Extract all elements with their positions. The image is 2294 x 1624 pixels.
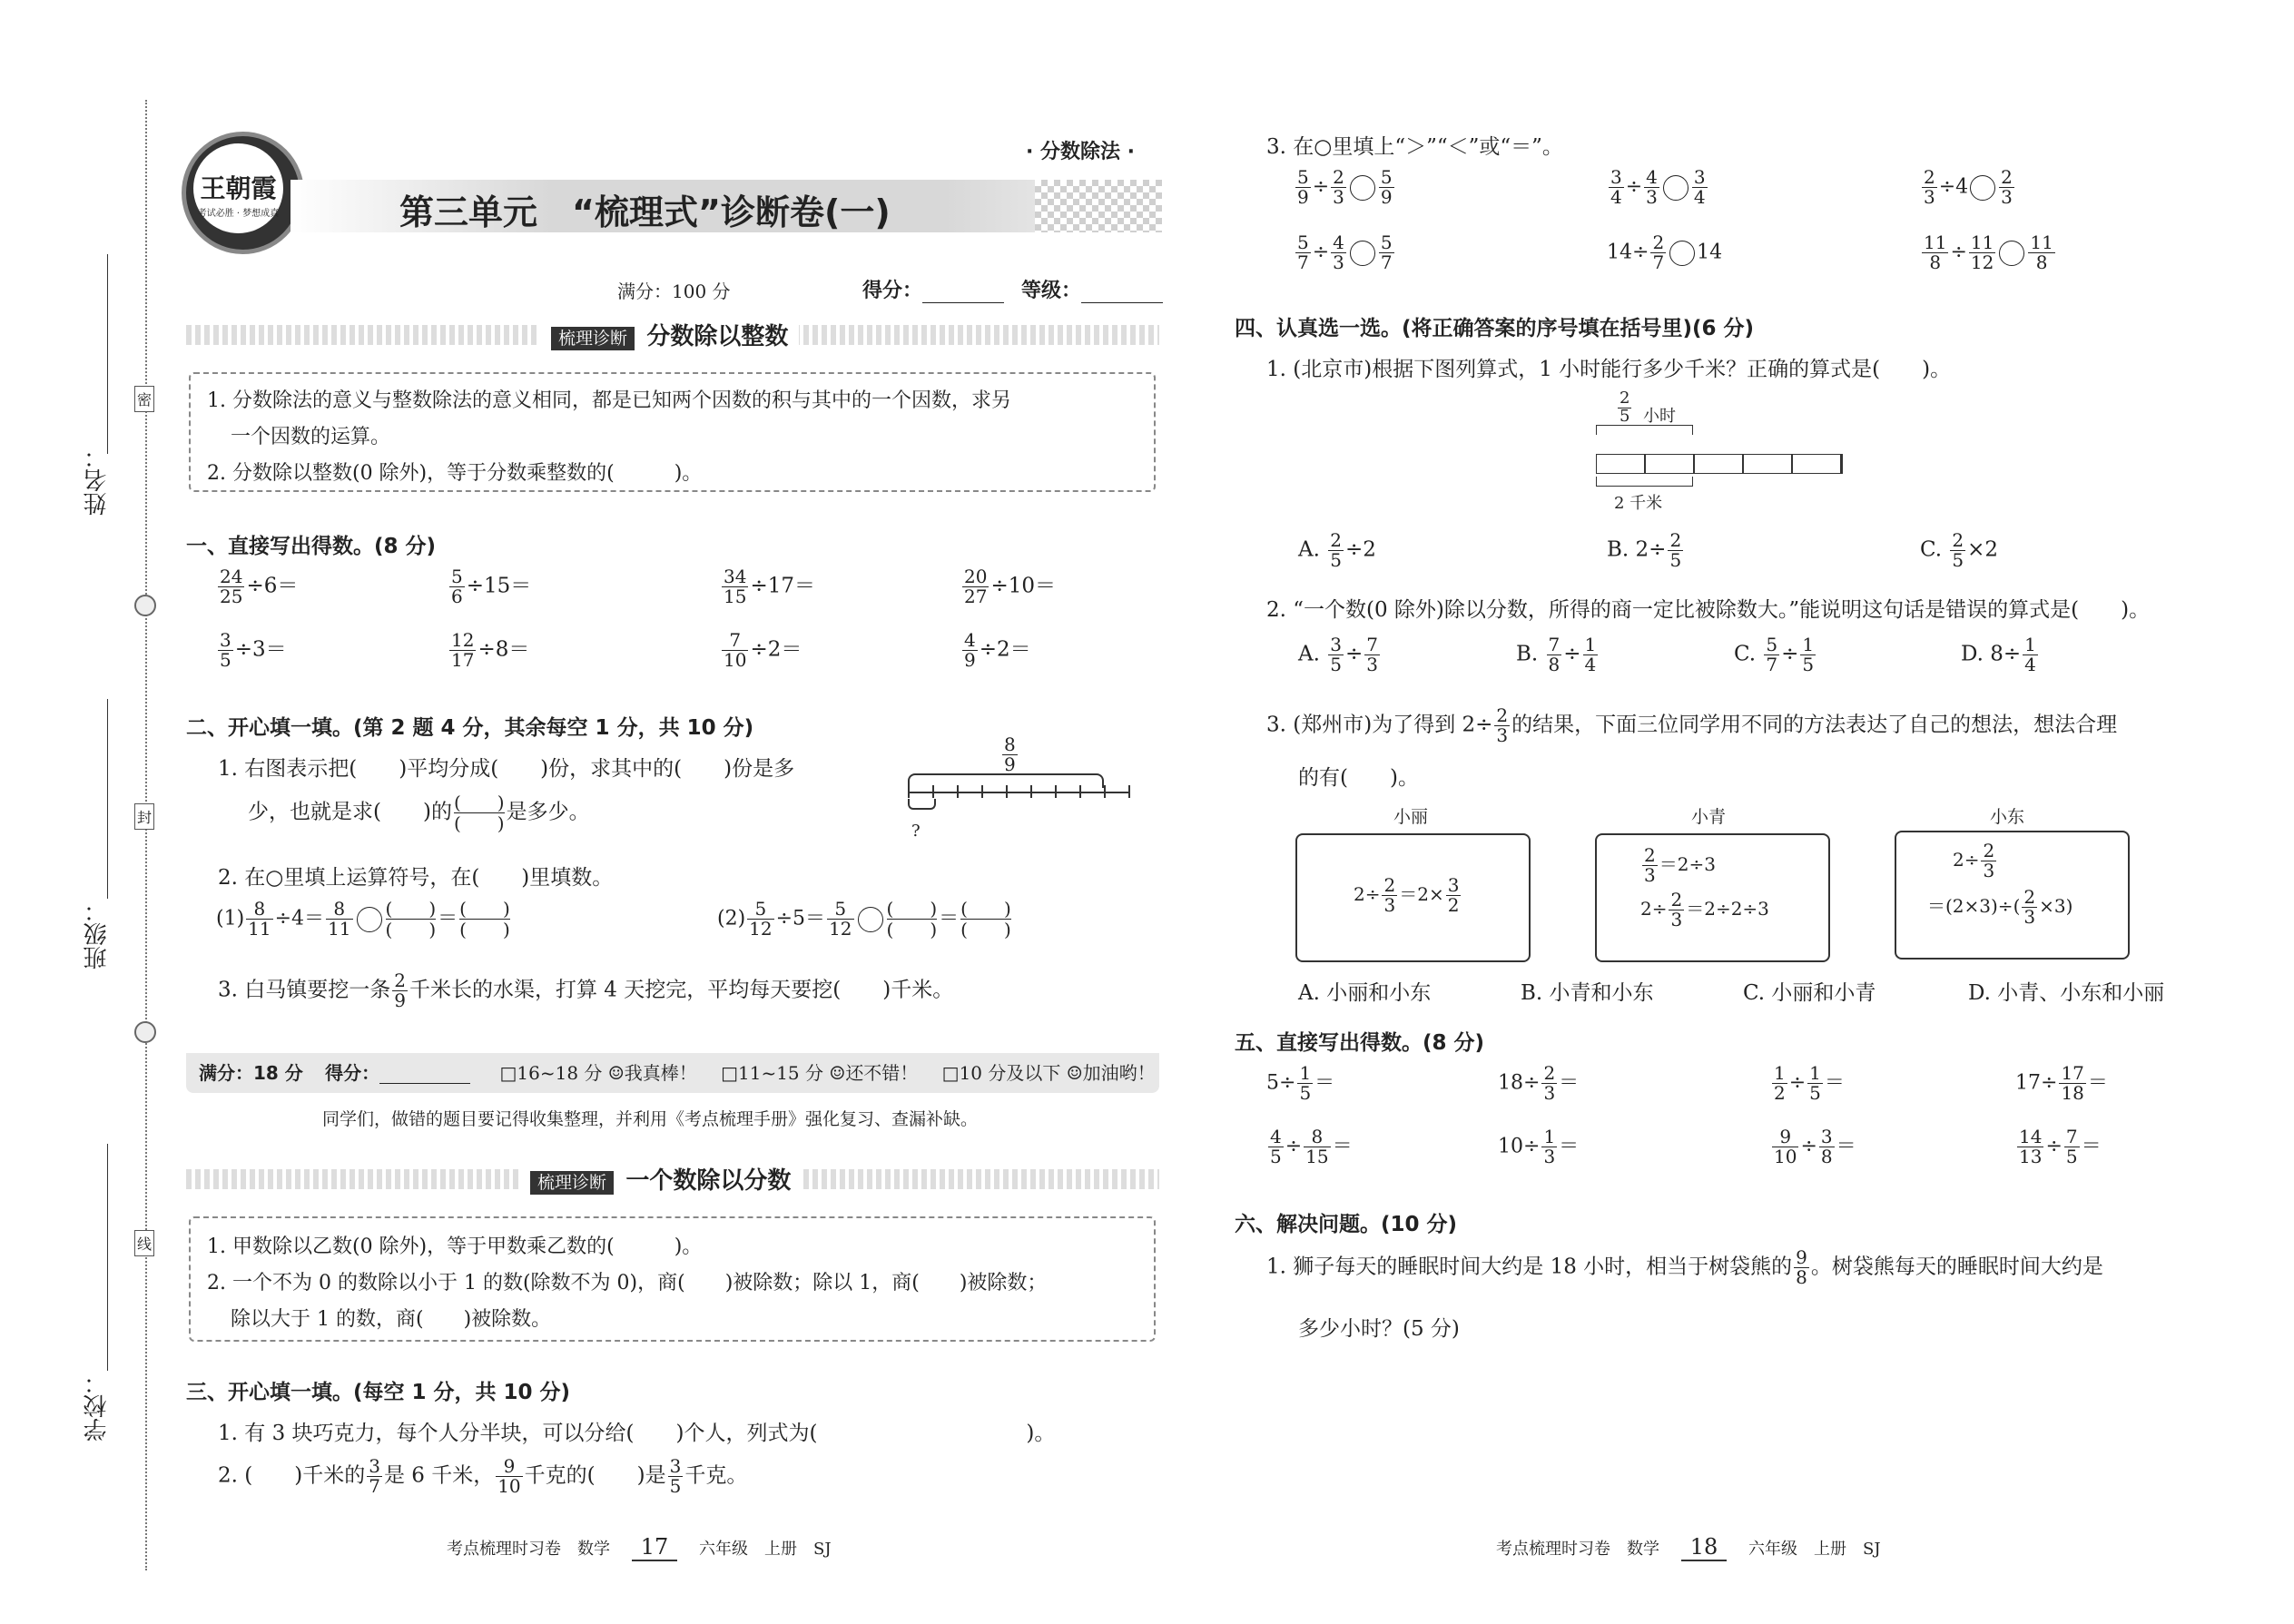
page-title: 第三单元 “梳理式”诊断卷(一) xyxy=(399,192,891,232)
concept-line: 2. 一个不为 0 的数除以小于 1 的数(除数不为 0)，商( )被除数；除以 1，商( )被除数； xyxy=(207,1272,1048,1294)
seal-mi: 密 xyxy=(134,386,154,412)
q2-line2: 少，也就是求( )的 ( ) ( )是多少。 xyxy=(248,792,590,834)
compare-grid xyxy=(1294,168,2111,299)
compare-circle[interactable] xyxy=(1350,175,1375,201)
concept-line: 2. 分数除以整数(0 除外)，等于分数乘整数的( )。 xyxy=(207,462,703,485)
brand-logo: 王朝霞 考试必胜 · 梦想成真 xyxy=(182,132,304,254)
calc-item: 5÷ $\frac{1}{5}$ ＝ xyxy=(1266,1062,1335,1104)
method-box-xiaoli: 2÷ $\frac{2}{3}$ ＝2× $\frac{3}{2}$ xyxy=(1295,833,1531,962)
title-checker xyxy=(1035,180,1162,232)
fraction-blank[interactable]: ( ) ( ) xyxy=(886,898,938,940)
compare-item: $\frac{5}{7}$ ÷ $\frac{4}{3}$ $\frac{5}{7}$ xyxy=(1297,231,1393,273)
option-b[interactable]: B. 2÷ $\frac{2}{5}$ xyxy=(1607,529,1682,571)
class-label: 班级： xyxy=(84,899,111,969)
option-a[interactable]: A. $\frac{2}{5}$ ÷2 xyxy=(1298,529,1376,571)
student-name: 小丽 xyxy=(1393,807,1429,827)
question-title: 四、认真选一选。(将正确答案的序号填在括号里)(6 分) xyxy=(1235,317,1755,340)
q4-options3 xyxy=(1298,976,2206,1006)
compare-circle[interactable] xyxy=(1970,175,1995,201)
calc-item: 18÷ $\frac{2}{3}$ ＝ xyxy=(1498,1062,1580,1104)
page-number: 18 xyxy=(1681,1534,1728,1561)
q4-options2 xyxy=(1298,635,2206,674)
section-title: 一个数除以分数 xyxy=(625,1167,792,1195)
section-tag: 梳理诊断 xyxy=(551,327,635,350)
fraction-blank[interactable]: ( ) ( ) xyxy=(385,898,437,940)
name-label: 姓名： xyxy=(84,445,111,516)
binding-line xyxy=(145,100,147,1570)
compare-circle[interactable] xyxy=(1999,241,2024,266)
compare-item: 14÷ $\frac{2}{7}$ 14 xyxy=(1607,231,1723,273)
concept-box xyxy=(189,372,1156,492)
speed-figure: $\frac{2}{5}$ 小时 2 千米 xyxy=(1589,390,1861,517)
self-check-2[interactable]: □11~15 分 ☺还不错！ xyxy=(721,1062,919,1084)
fraction-blank[interactable]: ( ) ( ) xyxy=(453,792,505,834)
concept-line: 除以大于 1 的数，商( )被除数。 xyxy=(231,1308,552,1331)
question-title: 三、开心填一填。(每空 1 分，共 10 分) xyxy=(186,1381,571,1404)
calc-grid xyxy=(216,567,1124,694)
grade-blank[interactable] xyxy=(1081,280,1163,303)
compare-circle[interactable] xyxy=(1663,175,1689,201)
option-c[interactable]: C. $\frac{2}{5}$ ×2 xyxy=(1920,529,1999,571)
full-score: 满分：100 分 xyxy=(617,281,731,302)
section-title: 分数除以整数 xyxy=(646,323,789,350)
class-line[interactable] xyxy=(107,699,108,899)
concept-line: 1. 甲数除以乙数(0 除外)，等于甲数乘乙数的( )。 xyxy=(207,1235,703,1258)
option-d[interactable]: D. 8÷ $\frac{1}{4}$ xyxy=(1961,634,2036,675)
footer-right: 考点梳理时习卷 数学 18 六年级 上册 SJ xyxy=(1496,1534,1881,1560)
review-note: 同学们，做错的题目要记得收集整理，并利用《考点梳理手册》强化复习、查漏补缺。 xyxy=(322,1109,979,1129)
option-a[interactable]: A. 小丽和小东 xyxy=(1298,981,1432,1005)
q2-expr2: (2) $\frac{5}{12}$ ÷5＝ $\frac{5}{12}$ ( ) ( )＝ ( ) ( ) xyxy=(717,898,1011,940)
seal-xian: 线 xyxy=(134,1230,154,1256)
q4-p3c: 的有( )。 xyxy=(1298,766,1419,790)
fraction-blank[interactable]: ( ) ( ) xyxy=(459,898,510,940)
question-title: 一、直接写出得数。(8 分) xyxy=(186,535,437,558)
calc-item: 10÷ $\frac{1}{3}$ ＝ xyxy=(1498,1126,1580,1167)
school-line[interactable] xyxy=(107,1144,108,1371)
calc-item: 17÷ $\frac{17}{18}$ ＝ xyxy=(2015,1062,2108,1104)
student-name: 小东 xyxy=(1990,807,2025,827)
q2-line1: 1. 右图表示把( )平均分成( )份，求其中的( )份是多 xyxy=(218,757,795,781)
q2-expr1: (1) $\frac{8}{11}$ ÷4＝ $\frac{8}{11}$ ( ) ( )＝ ( ) ( ) xyxy=(216,898,510,940)
fraction-blank[interactable]: ( ) ( ) xyxy=(960,898,1011,940)
calc-grid-2 xyxy=(1266,1064,2220,1191)
score-label: 得分： xyxy=(862,275,1004,303)
compare-item: $\frac{2}{3}$ ÷4 $\frac{2}{3}$ xyxy=(1924,166,2013,208)
op-circle[interactable] xyxy=(357,907,382,932)
calc-item: $\frac{4}{5}$ ÷ $\frac{8}{15}$ ＝ xyxy=(1270,1126,1353,1167)
calc-item: $\frac{24}{25}$ ÷6＝ xyxy=(220,566,299,607)
calc-item: $\frac{5}{6}$ ÷15＝ xyxy=(451,566,532,607)
calc-item: $\frac{12}{17}$ ÷8＝ xyxy=(451,629,530,671)
question-title: 五、直接写出得数。(8 分) xyxy=(1235,1031,1485,1055)
concept-line: 一个因数的运算。 xyxy=(231,426,391,448)
question-title: 二、开心填一填。(第 2 题 4 分，其余每空 1 分，共 10 分) xyxy=(186,716,754,740)
calc-item: $\frac{1}{2}$ ÷ $\frac{1}{5}$ ＝ xyxy=(1774,1062,1845,1104)
concept-box xyxy=(189,1216,1156,1342)
calc-item: $\frac{9}{10}$ ÷ $\frac{3}{8}$ ＝ xyxy=(1774,1126,1856,1167)
calc-item: $\frac{4}{9}$ ÷2＝ xyxy=(964,629,1031,671)
school-label: 学校： xyxy=(84,1371,111,1442)
question-title: 六、解决问题。(10 分) xyxy=(1235,1213,1458,1236)
method-box-xiaodong: 2÷ $\frac{2}{3}$ ＝(2×3)÷( $\frac{2}{3}$ ×3) xyxy=(1895,831,2130,960)
calc-item: $\frac{20}{27}$ ÷10＝ xyxy=(964,566,1056,607)
q2-line4: 3. 白马镇要挖一条 $\frac{2}{9}$ 千米长的水渠，打算 4 天挖完，平均每天要挖( )千米。 xyxy=(218,969,954,1011)
q3-line1: 1. 有 3 块巧克力，每个人分半块，可以分给( )个人，列式为( )。 xyxy=(218,1422,1056,1445)
name-line[interactable] xyxy=(107,254,108,454)
section-tag: 梳理诊断 xyxy=(530,1171,614,1195)
student-name: 小青 xyxy=(1691,807,1727,827)
q6-line1: 1. 狮子每天的睡眠时间大约是 18 小时，相当于树袋熊的 $\frac{9}{8}$ 。树袋熊每天的睡眠时间大约是 xyxy=(1266,1246,2103,1288)
q3-line2: 2. ( )千米的 $\frac{3}{7}$ 是 6 千米， $\frac{9}{10}$ 千克的( )是 $\frac{3}{5}$ 千克。 xyxy=(218,1455,748,1497)
score-blank[interactable] xyxy=(922,280,1004,303)
option-b[interactable]: B. $\frac{7}{8}$ ÷ $\frac{1}{4}$ xyxy=(1516,634,1597,675)
op-circle[interactable] xyxy=(858,907,883,932)
q4-p2: 2. “一个数(0 除外)除以分数，所得的商一定比被除数大。”能说明这句话是错误的算式是( )。 xyxy=(1266,598,2151,622)
q4-p3: 3. (郑州市)为了得到 2÷ $\frac{2}{3}$ 的结果，下面三位同学用不同的方法表达了自己的想法，想法合理 xyxy=(1266,704,2118,746)
compare-circle[interactable] xyxy=(1350,241,1375,266)
bar-score-blank[interactable] xyxy=(379,1063,470,1084)
option-b[interactable]: B. 小青和小东 xyxy=(1521,981,1654,1005)
seal-feng: 封 xyxy=(134,803,154,830)
self-check-1[interactable]: □16~18 分 ☺我真棒！ xyxy=(499,1062,697,1084)
binding-hole xyxy=(134,1021,156,1043)
q2-line3: 2. 在○里填上运算符号，在( )里填数。 xyxy=(218,866,614,890)
footer-left: 考点梳理时习卷 数学 17 六年级 上册 SJ xyxy=(447,1534,832,1560)
binding-hole xyxy=(134,595,156,616)
concept-line: 1. 分数除法的意义与整数除法的意义相同，都是已知两个因数的积与其中的一个因数，求另 xyxy=(207,389,1011,412)
section-heading xyxy=(540,318,799,351)
option-c[interactable]: C. $\frac{5}{7}$ ÷ $\frac{1}{5}$ xyxy=(1734,634,1815,675)
q6-line2: 多少小时？(5 分) xyxy=(1298,1317,1460,1341)
calc-item: $\frac{3}{5}$ ÷3＝ xyxy=(220,629,287,671)
self-check-3[interactable]: □10 分及以下 ☺加油哟！ xyxy=(941,1062,1156,1084)
grade-label: 等级： xyxy=(1021,275,1163,303)
score-bar: 满分：18 分 得分： □16~18 分 ☺我真棒！ □11~15 分 ☺还不错！ □10 分及以下 ☺加油哟！ xyxy=(186,1053,1159,1093)
calc-item: $\frac{7}{10}$ ÷2＝ xyxy=(724,629,802,671)
method-box-xiaoqing: $\frac{2}{3}$ ＝2÷3 2÷ $\frac{2}{3}$ ＝2÷2÷3 xyxy=(1595,833,1830,962)
calc-item: $\frac{34}{15}$ ÷17＝ xyxy=(724,566,815,607)
option-a[interactable]: A. $\frac{3}{5}$ ÷ $\frac{7}{3}$ xyxy=(1298,634,1378,675)
section-heading xyxy=(519,1162,802,1196)
unit-tag: · 分数除法 · xyxy=(1026,141,1136,163)
question-title: 3. 在○里填上“＞”“＜”或“＝”。 xyxy=(1266,135,1563,159)
page-number: 17 xyxy=(632,1534,678,1561)
option-d[interactable]: D. 小青、小东和小丽 xyxy=(1968,981,2165,1005)
option-c[interactable]: C. 小丽和小青 xyxy=(1743,981,1876,1005)
compare-item: $\frac{5}{9}$ ÷ $\frac{2}{3}$ $\frac{5}{9}$ xyxy=(1297,166,1393,208)
compare-circle[interactable] xyxy=(1669,241,1695,266)
calc-item: $\frac{14}{13}$ ÷ $\frac{7}{5}$ ＝ xyxy=(2019,1126,2102,1167)
compare-item: $\frac{11}{8}$ ÷ $\frac{11}{12}$ $\frac{11}{8}$ xyxy=(1924,231,2053,273)
q4-p1: 1. (北京市)根据下图列算式，1 小时能行多少千米？正确的算式是( )。 xyxy=(1266,358,1952,381)
q4-options1 xyxy=(1298,531,2206,570)
segment-figure: $\frac{8}{9}$ ? xyxy=(899,735,1153,853)
compare-item: $\frac{3}{4}$ ÷ $\frac{4}{3}$ $\frac{3}{4}$ xyxy=(1610,166,1706,208)
